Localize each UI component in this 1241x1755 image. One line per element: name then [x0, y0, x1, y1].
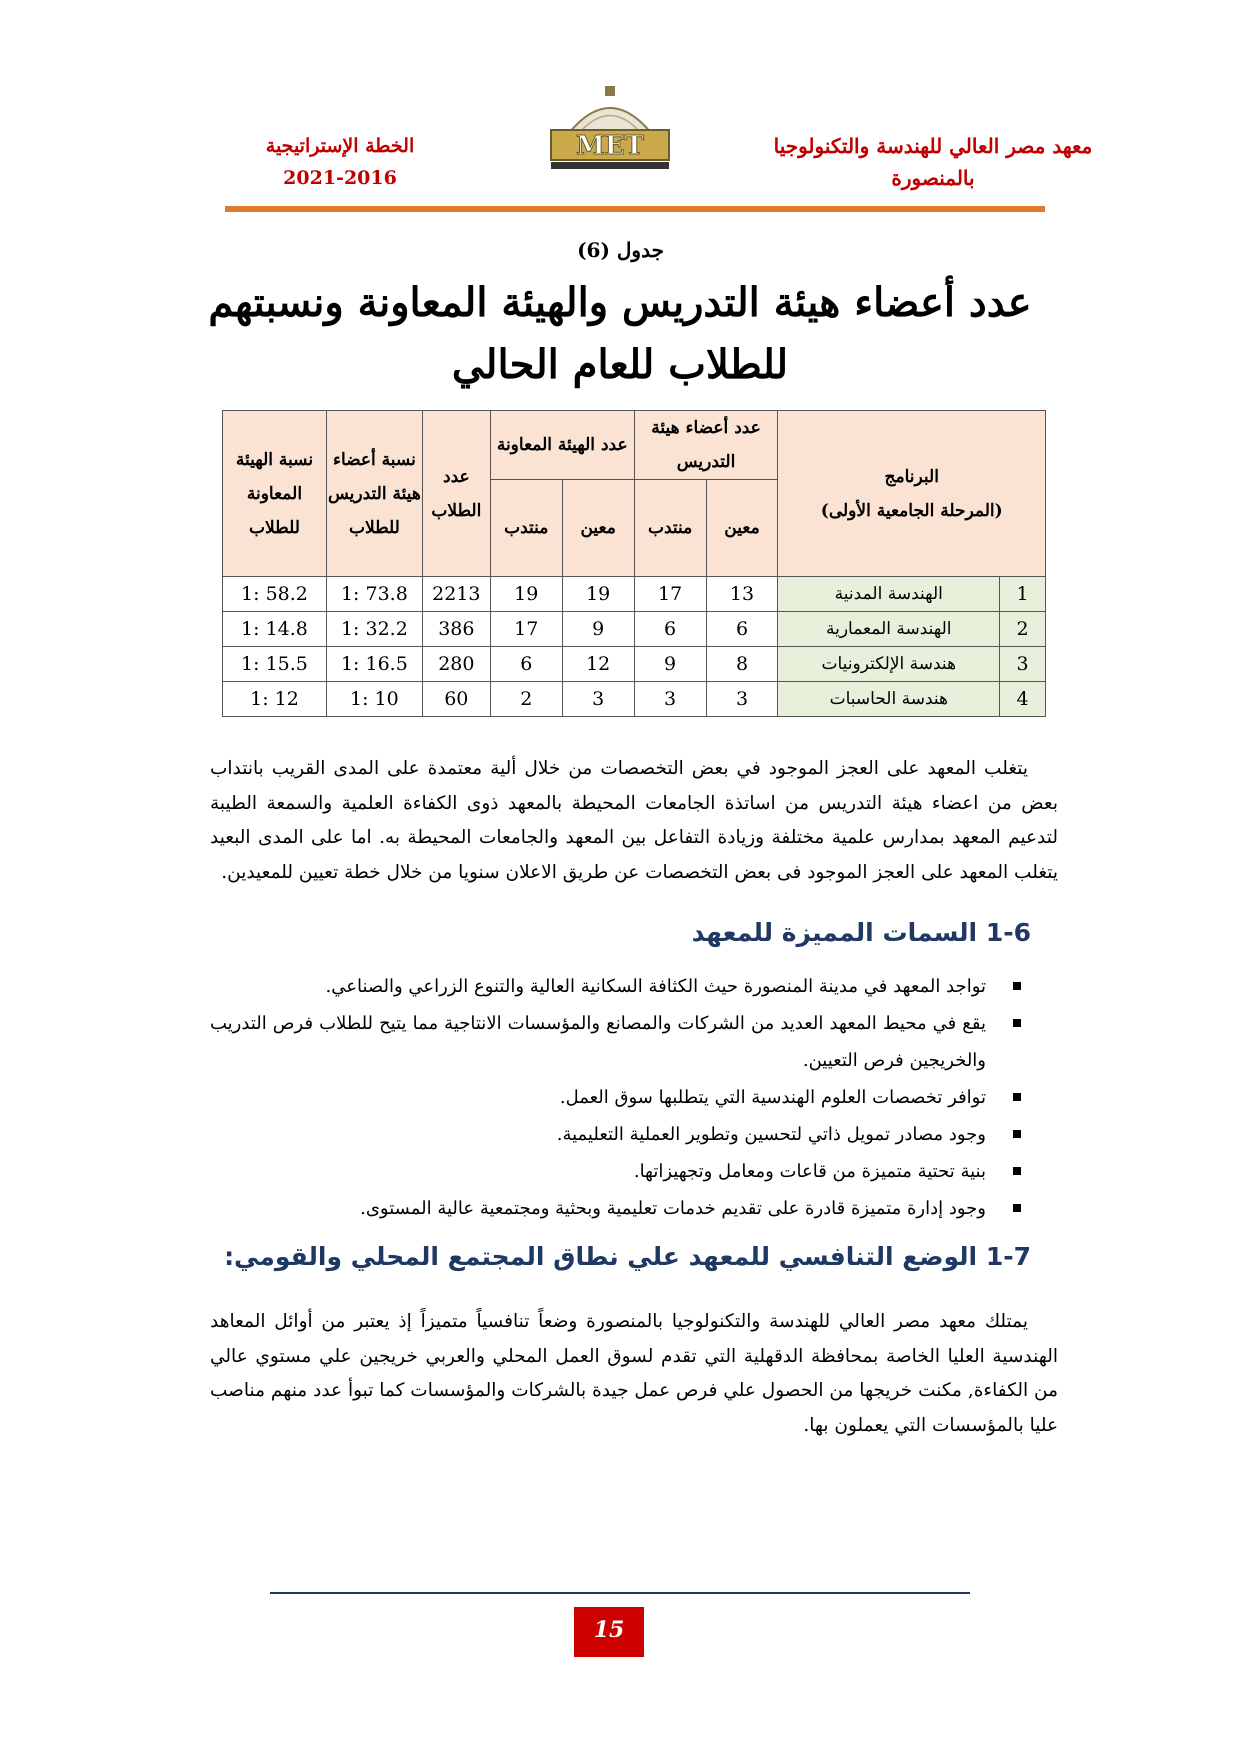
paragraph-staffing: يتغلب المعهد على العجز الموجود في بعض التخصصات من خلال ألية معتمدة على المدى القريب بانتداب بعض من اعضاء هيئة التدريس من اساتذة الجامعات المحيطة بالمعهد ذوى الكفاءة العلمية والسمعة الطيبة لتدعيم المعهد بمدارس علمية مختلفة وزيادة التفاعل بين المعهد والجامعات المحيطة به. اما على المدى البعيد يتغلب المعهد على العجز الموجود فى بعض التخصصات عن طريق الاعلان سنويا من خلال خطة تعيين للمعيدين.: [210, 758, 1058, 883]
footer-divider: [270, 1592, 970, 1594]
header-faculty-count: عدد أعضاء هيئة التدريس: [634, 411, 778, 480]
institute-line1: معهد مصر العالي للهندسة والتكنولوجيا: [773, 134, 1093, 158]
bullet-icon: [1013, 1167, 1021, 1175]
header-assistant-count: عدد الهيئة المعاونة: [490, 411, 634, 480]
row-as-appointed: 19: [562, 577, 634, 612]
row-as-ratio: 1: 12: [223, 682, 327, 717]
row-as-delegated: 19: [490, 577, 562, 612]
bullet-icon: [1013, 1204, 1021, 1212]
row-fac-appointed: 3: [706, 682, 778, 717]
header-program-label: البرنامج: [884, 466, 939, 487]
list-item: [210, 1190, 1031, 1227]
list-item-text: تواجد المعهد في مدينة المنصورة حيث الكثافة السكانية العالية والتنوع الزراعي والصناعي.: [325, 976, 986, 997]
list-item-text: يقع في محيط المعهد العديد من الشركات والمصانع والمؤسسات الانتاجية مما يتيح للطلاب فرص التدريب والخريجين فرص التعيين.: [210, 1013, 986, 1071]
row-program: هندسة الحاسبات: [778, 682, 1000, 717]
table-row: [223, 682, 1046, 717]
plan-title: الخطة الإستراتيجية: [265, 135, 415, 157]
header-program-sub: (المرحلة الجامعية الأولى): [820, 500, 1003, 521]
plan-years: 2021-2016: [283, 167, 397, 189]
row-fac-appointed: 8: [706, 647, 778, 682]
row-students: 2213: [422, 577, 490, 612]
row-students: 60: [422, 682, 490, 717]
list-item-text: وجود إدارة متميزة قادرة على تقديم خدمات تعليمية وبحثية ومجتمعية عالية المستوى.: [360, 1198, 986, 1219]
row-index: 3: [1000, 647, 1046, 682]
row-as-ratio: 1: 58.2: [223, 577, 327, 612]
row-as-ratio: 1: 14.8: [223, 612, 327, 647]
institute-logo: [545, 78, 675, 178]
row-fac-delegated: 3: [634, 682, 706, 717]
table-row: [223, 612, 1046, 647]
page-number: 15: [574, 1607, 644, 1657]
table-title: عدد أعضاء هيئة التدريس والهيئة المعاونة ونسبتهم للطلاب للعام الحالي: [208, 279, 1032, 388]
row-as-ratio: 1: 15.5: [223, 647, 327, 682]
row-program: الهندسة المعمارية: [778, 612, 1000, 647]
row-students: 386: [422, 612, 490, 647]
bullet-icon: [1013, 982, 1021, 990]
row-as-delegated: 17: [490, 612, 562, 647]
row-as-delegated: 2: [490, 682, 562, 717]
header-as-delegated: منتدب: [490, 480, 562, 577]
row-fac-appointed: 6: [706, 612, 778, 647]
row-program: الهندسة المدنية: [778, 577, 1000, 612]
plan-title-block: [240, 130, 440, 194]
section-heading-features: 1-6 السمات المميزة للمعهد: [691, 918, 1031, 947]
row-fac-delegated: 9: [634, 647, 706, 682]
bullet-icon: [1013, 1019, 1021, 1027]
bullet-icon: [1013, 1130, 1021, 1138]
row-index: 2: [1000, 612, 1046, 647]
row-as-appointed: 3: [562, 682, 634, 717]
logo-text: MET: [576, 131, 644, 161]
list-item: [210, 968, 1031, 1005]
list-item: [210, 1005, 1031, 1079]
row-fac-ratio: 1: 32.2: [326, 612, 422, 647]
row-as-appointed: 9: [562, 612, 634, 647]
list-item: [210, 1079, 1031, 1116]
list-item: [210, 1153, 1031, 1190]
institute-name: [763, 130, 1103, 194]
paragraph-competitive: يمتلك معهد مصر العالي للهندسة والتكنولوجيا بالمنصورة وضعاً تنافسياً متميزاً إذ يعتبر من أوائل المعاهد الهندسية العليا الخاصة بمحافظة الدقهلية التي تقدم لسوق العمل المحلي والعربي خريجين علي مستوي عالي من الكفاءة, مكنت خريجها من الحصول علي فرص عمل جيدة بالشركات والمؤسسات كما تبوأ عدد منهم مناصب عليا بالمؤسسات التي يعملون بها.: [210, 1311, 1058, 1436]
bullet-icon: [1013, 1093, 1021, 1101]
table-number: جدول (6): [577, 238, 664, 262]
list-item-text: بنية تحتية متميزة من قاعات ومعامل وتجهيزاتها.: [633, 1161, 986, 1182]
row-fac-ratio: 1: 16.5: [326, 647, 422, 682]
table-row: [223, 577, 1046, 612]
row-students: 280: [422, 647, 490, 682]
row-fac-ratio: 1: 10: [326, 682, 422, 717]
header-assistant-ratio: نسبة الهيئة المعاونة للطلاب: [223, 411, 327, 577]
row-fac-ratio: 1: 73.8: [326, 577, 422, 612]
institute-line2: بالمنصورة: [891, 166, 975, 190]
row-as-appointed: 12: [562, 647, 634, 682]
row-program: هندسة الإلكترونيات: [778, 647, 1000, 682]
header-divider: [225, 206, 1045, 212]
list-item: [210, 1116, 1031, 1153]
row-index: 1: [1000, 577, 1046, 612]
list-item-text: وجود مصادر تمويل ذاتي لتحسين وتطوير العملية التعليمية.: [556, 1124, 986, 1145]
header-faculty-ratio: نسبة أعضاء هيئة التدريس للطلاب: [326, 411, 422, 577]
header-fac-delegated: منتدب: [634, 480, 706, 577]
row-index: 4: [1000, 682, 1046, 717]
row-fac-delegated: 17: [634, 577, 706, 612]
features-list: [210, 968, 1031, 1227]
section-heading-competitive: 1-7 الوضع التنافسي للمعهد علي نطاق المجتمع المحلي والقومي:: [224, 1242, 1031, 1271]
row-fac-appointed: 13: [706, 577, 778, 612]
header-fac-appointed: معين: [706, 480, 778, 577]
header-program: [778, 411, 1046, 577]
row-fac-delegated: 6: [634, 612, 706, 647]
header-as-appointed: معين: [562, 480, 634, 577]
list-item-text: توافر تخصصات العلوم الهندسية التي يتطلبها سوق العمل.: [559, 1087, 986, 1108]
header-student-count: عدد الطلاب: [422, 411, 490, 577]
row-as-delegated: 6: [490, 647, 562, 682]
staff-ratio-table: [222, 410, 1046, 717]
table-row: [223, 647, 1046, 682]
